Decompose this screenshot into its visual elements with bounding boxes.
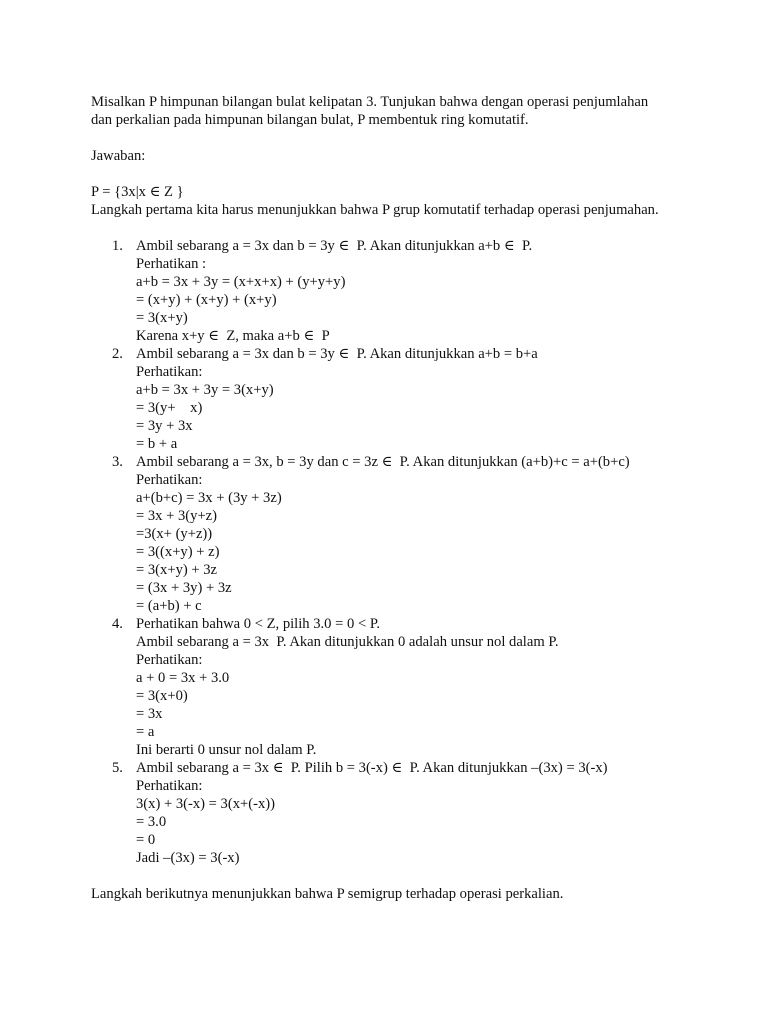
item-body xyxy=(136,453,731,615)
item-line: = 3(x+y) + 3z xyxy=(136,562,218,578)
problem-statement xyxy=(91,93,731,129)
item-line: a+b = 3x + 3y = 3(x+y) xyxy=(136,382,274,398)
proof-item xyxy=(91,237,731,345)
item-number: 2. xyxy=(112,346,123,362)
item-body xyxy=(136,615,731,759)
problem-line: Misalkan P himpunan bilangan bulat kelipatan 3. Tunjukan bahwa dengan operasi penjumlahan xyxy=(91,94,649,110)
item-line: Ambil sebarang a = 3x, b = 3y dan c = 3z ∈ P. Akan ditunjukkan (a+b)+c = a+(b+c) xyxy=(136,454,630,470)
item-line: = 3y + 3x xyxy=(136,418,193,434)
item-line: Ambil sebarang a = 3x dan b = 3y ∈ P. Akan ditunjukkan a+b = b+a xyxy=(136,346,538,362)
item-number: 3. xyxy=(112,454,123,470)
item-number: 5. xyxy=(112,760,123,776)
item-line: = 3x + 3(y+z) xyxy=(136,508,218,524)
set-definition: P = {3x|x ∈ Z } xyxy=(91,184,184,200)
proof-item xyxy=(91,453,731,615)
item-line: = b + a xyxy=(136,436,178,452)
proof-item xyxy=(91,759,731,867)
item-line: = 3.0 xyxy=(136,814,167,830)
item-line: Perhatikan bahwa 0 < Z, pilih 3.0 = 0 < P. xyxy=(136,616,380,632)
item-line: = 0 xyxy=(136,832,156,848)
item-line: =3(x+ (y+z)) xyxy=(136,526,213,542)
item-line: Perhatikan: xyxy=(136,652,203,668)
item-line: Perhatikan: xyxy=(136,778,203,794)
item-line: = 3(x+0) xyxy=(136,688,188,704)
item-line: = 3((x+y) + z) xyxy=(136,544,220,560)
answer-label: Jawaban: xyxy=(91,148,146,164)
proof-list xyxy=(91,237,731,867)
item-line: = (3x + 3y) + 3z xyxy=(136,580,232,596)
item-line: = 3(y+ x) xyxy=(136,400,203,416)
closing-text: Langkah berikutnya menunjukkan bahwa P semigrup terhadap operasi perkalian. xyxy=(91,886,564,902)
item-line: = (x+y) + (x+y) + (x+y) xyxy=(136,292,277,308)
item-number: 4. xyxy=(112,616,123,632)
item-line: = 3x xyxy=(136,706,163,722)
step-intro: Langkah pertama kita harus menunjukkan bahwa P grup komutatif terhadap operasi penjumahan. xyxy=(91,202,659,218)
item-line: Ini berarti 0 unsur nol dalam P. xyxy=(136,742,317,758)
item-body xyxy=(136,237,731,345)
item-line: = a xyxy=(136,724,155,740)
proof-item xyxy=(91,345,731,453)
item-line: Perhatikan: xyxy=(136,472,203,488)
item-line: a+b = 3x + 3y = (x+x+x) + (y+y+y) xyxy=(136,274,346,290)
item-line: a + 0 = 3x + 3.0 xyxy=(136,670,230,686)
proof-item xyxy=(91,615,731,759)
document-page xyxy=(91,93,731,903)
item-line: Ambil sebarang a = 3x ∈ P. Pilih b = 3(-x) ∈ P. Akan ditunjukkan –(3x) = 3(-x) xyxy=(136,760,608,776)
item-line: = (a+b) + c xyxy=(136,598,202,614)
item-line: Perhatikan : xyxy=(136,256,207,272)
item-line: Jadi –(3x) = 3(-x) xyxy=(136,850,240,866)
item-line: Ambil sebarang a = 3x dan b = 3y ∈ P. Akan ditunjukkan a+b ∈ P. xyxy=(136,238,533,254)
item-line: 3(x) + 3(-x) = 3(x+(-x)) xyxy=(136,796,275,812)
item-line: Karena x+y ∈ Z, maka a+b ∈ P xyxy=(136,328,330,344)
item-body xyxy=(136,759,731,867)
item-line: a+(b+c) = 3x + (3y + 3z) xyxy=(136,490,282,506)
problem-line: dan perkalian pada himpunan bilangan bulat, P membentuk ring komutatif. xyxy=(91,112,529,128)
item-line: = 3(x+y) xyxy=(136,310,188,326)
item-line: Ambil sebarang a = 3x P. Akan ditunjukkan 0 adalah unsur nol dalam P. xyxy=(136,634,559,650)
item-number: 1. xyxy=(112,238,123,254)
item-body xyxy=(136,345,731,453)
item-line: Perhatikan: xyxy=(136,364,203,380)
